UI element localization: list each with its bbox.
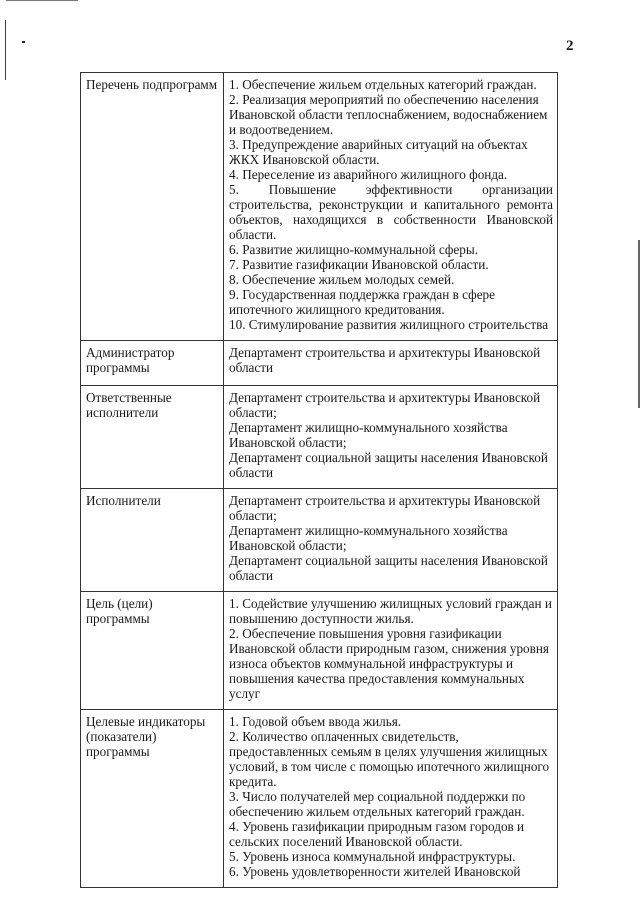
scan-artifact-top [6, 0, 78, 1]
row-value [224, 710, 558, 888]
indicator-item: 3. Число получателей мер социальной поддержки по обеспечению жильем отдельных категорий граждан. [229, 789, 526, 819]
row-value [224, 489, 558, 592]
row-label: Ответственные исполнители [81, 386, 224, 489]
subprogram-item: 10. Стимулирование развития жилищного строительства [229, 317, 549, 332]
subprogram-item: 5. Повышение эффективности организации строительства, реконструкции и капитального ремонта объектов, находящихся в собственности Ивановской области. [229, 182, 553, 242]
scan-artifact-dot [22, 41, 25, 43]
scan-artifact-left [5, 20, 6, 80]
subprogram-item: 7. Развитие газификации Ивановской области. [229, 257, 489, 272]
page-number: 2 [566, 38, 574, 54]
subprogram-item: 8. Обеспечение жильем молодых семей. [229, 272, 455, 287]
subprogram-item: 3. Предупреждение аварийных ситуаций на объектах ЖКХ Ивановской области. [229, 137, 528, 167]
executor-item: Департамент социальной защиты населения Ивановской области [229, 553, 548, 583]
subprogram-item: 2. Реализация мероприятий по обеспечению населения Ивановской области теплоснабжением, водоснабжением и водоотведением. [229, 92, 548, 137]
subprogram-item: 9. Государственная поддержка граждан в сфере ипотечного жилищного кредитования. [229, 287, 495, 317]
indicator-item: 5. Уровень износа коммунальной инфраструктуры. [229, 849, 516, 864]
row-label: Администратор программы [81, 341, 224, 386]
table-row-indicators [81, 710, 558, 888]
indicator-item: 2. Количество оплаченных свидетельств, предоставленных семьям в целях улучшения жилищных условий, в том числе с помощью ипотечного жилищного кредита. [229, 729, 550, 789]
goal-item: 1. Содействие улучшению жилищных условий граждан и повышению доступности жилья. [229, 596, 552, 626]
row-label: Перечень подпрограмм [81, 73, 224, 341]
indicator-item: 6. Уровень удовлетворенности жителей Ивановской [229, 864, 521, 879]
subprogram-item: 6. Развитие жилищно-коммунальной сферы. [229, 242, 478, 257]
table-row-administrator [81, 341, 558, 386]
row-value [224, 341, 558, 386]
subprogram-item: 4. Переселение из аварийного жилищного фонда. [229, 167, 508, 182]
executor-item: Департамент жилищно-коммунального хозяйства Ивановской области; [229, 523, 508, 553]
executor-item: Департамент жилищно-коммунального хозяйства Ивановской области; [229, 420, 508, 450]
table-row-executors [81, 489, 558, 592]
row-value [224, 386, 558, 489]
goal-item: 2. Обеспечение повышения уровня газификации Ивановской области природным газом, снижения уровня износа объектов коммунальной инфраструктуры и повышения качества предоставления коммунальных услуг [229, 626, 549, 701]
indicator-item: 1. Годовой объем ввода жилья. [229, 714, 402, 729]
row-label: Исполнители [81, 489, 224, 592]
administrator-item: Департамент строительства и архитектуры Ивановской области [229, 345, 541, 375]
subprogram-item: 1. Обеспечение жильем отдельных категорий граждан. [229, 77, 537, 92]
row-value [224, 592, 558, 710]
table-row-subprograms [81, 73, 558, 341]
table-row-goals [81, 592, 558, 710]
indicator-item: 4. Уровень газификации природным газом городов и сельских поселений Ивановской области. [229, 819, 525, 849]
executor-item: Департамент социальной защиты населения Ивановской области [229, 450, 548, 480]
row-label: Целевые индикаторы (показатели) программы [81, 710, 224, 888]
table-row-responsible-executors [81, 386, 558, 489]
executor-item: Департамент строительства и архитектуры Ивановской области; [229, 493, 541, 523]
row-value [224, 73, 558, 341]
executor-item: Департамент строительства и архитектуры Ивановской области; [229, 390, 541, 420]
row-label: Цель (цели) программы [81, 592, 224, 710]
program-passport-table [80, 72, 558, 888]
